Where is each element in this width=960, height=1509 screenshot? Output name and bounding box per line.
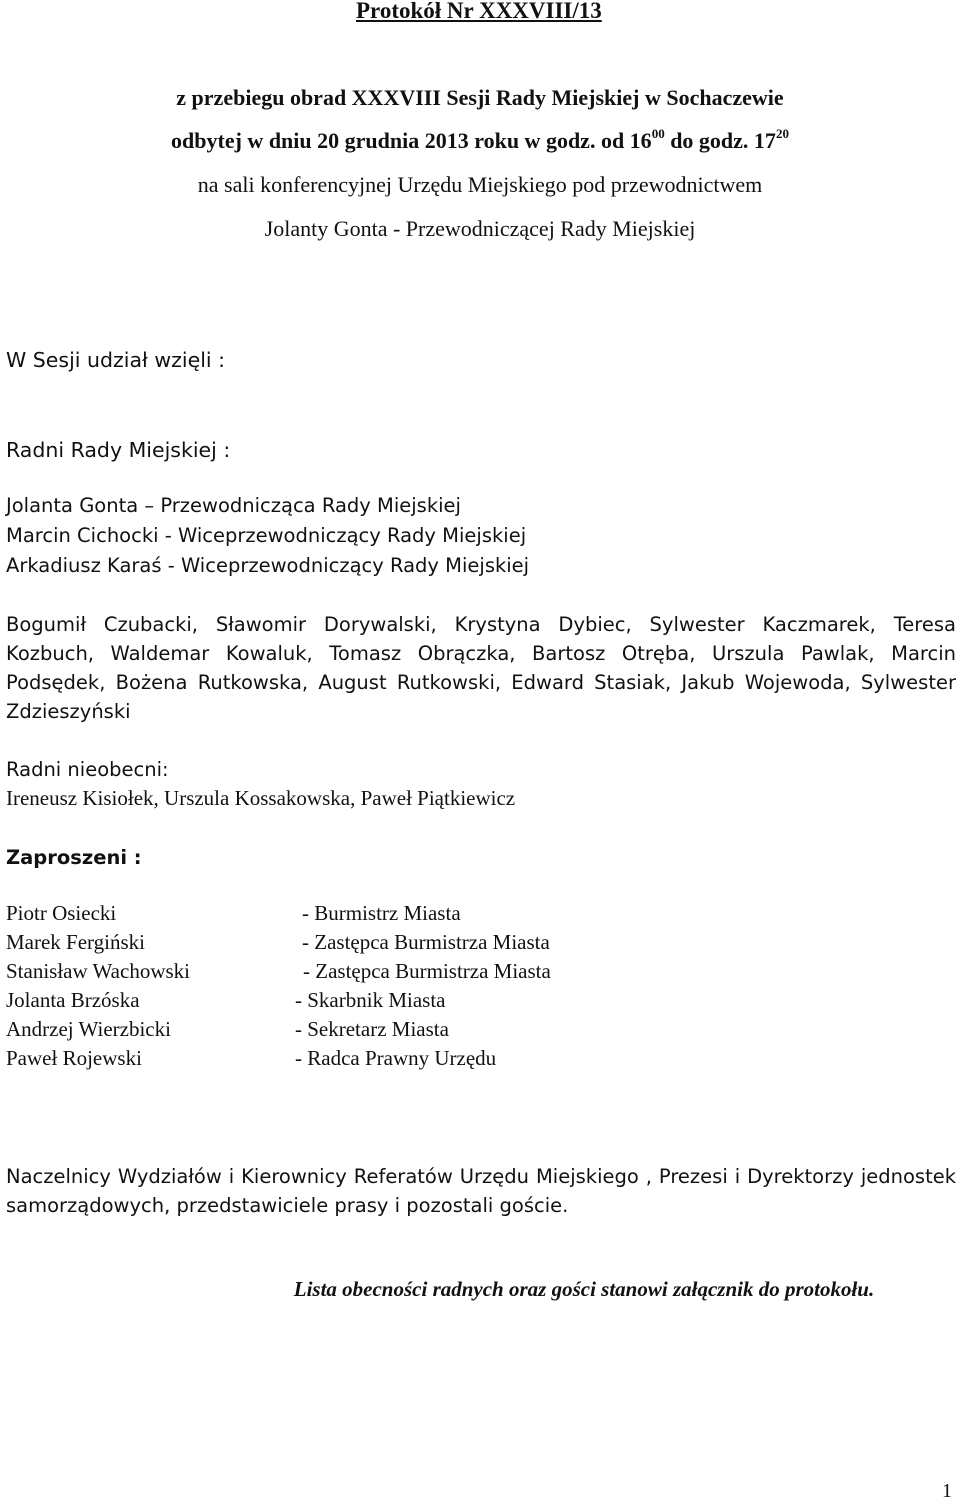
invited-name: Andrzej Wierzbicki — [6, 1017, 171, 1041]
invited-role: - Zastępca Burmistrza Miasta — [302, 930, 550, 954]
other-guests-paragraph: Naczelnicy Wydziałów i Kierownicy Referatów Urzędu Miejskiego , Prezesi i Dyrektorzy jednostek samorządowych, przedstawiciele prasy i pozostali goście. — [6, 1165, 956, 1217]
absent-heading: Radni nieobecni: — [6, 758, 169, 781]
presidium-vice-1: Marcin Cichocki - Wiceprzewodniczący Rady Miejskiej — [6, 524, 527, 547]
invited-name: Paweł Rojewski — [6, 1046, 142, 1070]
councillors-list: Bogumił Czubacki, Sławomir Dorywalski, Krystyna Dybiec, Sylwester Kaczmarek, Teresa Kozbuch, Waldemar Kowaluk, Tomasz Obrączka, Bartosz Otręba, Urszula Pawlak, Marcin Podsędek, Bożena Rutkowska, August Rutkowski, Edward Stasiak, Jakub Wojewoda, Sylwester Zdzieszyński — [6, 613, 956, 723]
invited-heading: Zaproszeni : — [6, 846, 142, 869]
session-date-text: odbytej w dniu 20 grudnia 2013 roku w godz. od 16 — [171, 128, 652, 153]
session-line: z przebiegu obrad XXXVIII Sesji Rady Miejskiej w Sochaczewie — [176, 85, 784, 110]
session-end-text: do godz. 17 — [664, 128, 776, 153]
protocol-title — [356, 0, 602, 24]
end-minutes: 20 — [775, 126, 789, 141]
invited-name: Marek Fergiński — [6, 930, 146, 954]
invited-name: Piotr Osiecki — [6, 901, 117, 925]
page-number: 1 — [942, 1480, 952, 1502]
invited-name: Jolanta Brzóska — [6, 988, 140, 1012]
presidium-chair: Jolanta Gonta – Przewodnicząca Rady Miejskiej — [6, 494, 461, 517]
absent-list: Ireneusz Kisiołek, Urszula Kossakowska, Paweł Piątkiewicz — [6, 786, 516, 810]
protocol-title-text: Protokół Nr XXXVIII/13 — [356, 0, 602, 23]
invited-name: Stanisław Wachowski — [6, 959, 190, 983]
invited-role: - Skarbnik Miasta — [295, 988, 446, 1012]
venue-line: na sali konferencyjnej Urzędu Miejskiego pod przewodnictwem — [197, 172, 763, 197]
invited-role: - Sekretarz Miasta — [295, 1017, 449, 1041]
start-minutes: 00 — [651, 126, 665, 141]
participation-heading: W Sesji udział wzięli : — [6, 348, 226, 372]
councillors-heading: Radni Rady Miejskiej : — [6, 438, 231, 462]
session-date-line — [0, 128, 960, 154]
attendance-note: Lista obecności radnych oraz gości stanowi załącznik do protokołu. — [293, 1277, 875, 1301]
presidium-vice-2: Arkadiusz Karaś - Wiceprzewodniczący Rady Miejskiej — [6, 554, 530, 577]
invited-role: - Radca Prawny Urzędu — [295, 1046, 497, 1070]
chair-line: Jolanty Gonta - Przewodniczącej Rady Miejskiej — [264, 216, 696, 241]
invited-role: - Burmistrz Miasta — [302, 901, 461, 925]
invited-role: - Zastępca Burmistrza Miasta — [303, 959, 551, 983]
